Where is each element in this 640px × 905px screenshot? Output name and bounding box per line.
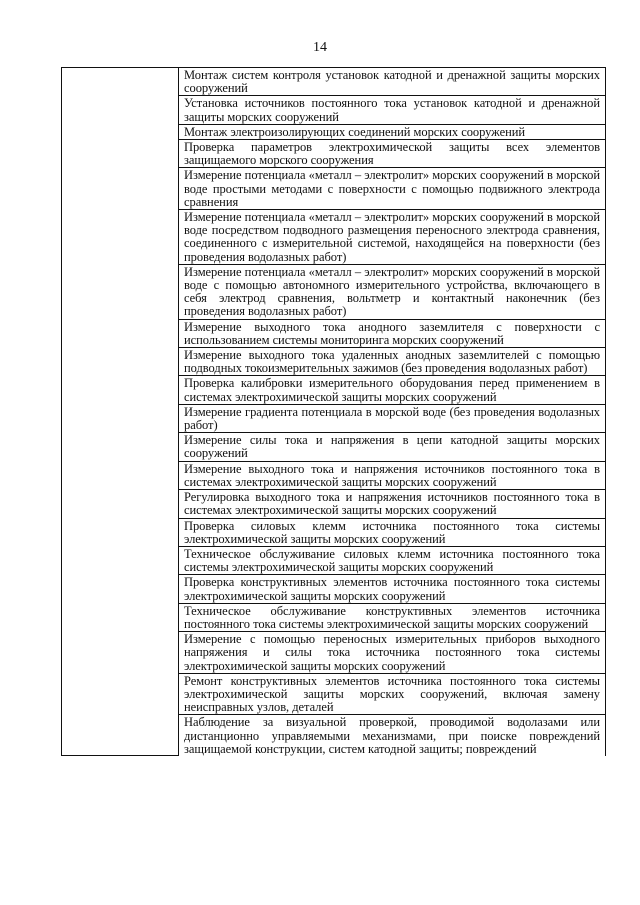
work-item-cell: Измерение выходного тока и напряжения источников постоянного тока в системах электрохимической защиты морских сооружений [179,461,606,489]
left-column-cell [62,68,179,756]
work-item-cell: Регулировка выходного тока и напряжения источников постоянного тока в системах электрохимической защиты морских сооружений [179,490,606,518]
work-item-cell: Проверка калибровки измерительного оборудования перед применением в системах электрохимической защиты морских сооружений [179,376,606,404]
work-item-cell: Техническое обслуживание силовых клемм источника постоянного тока системы электрохимической защиты морских сооружений [179,546,606,574]
work-item-cell: Техническое обслуживание конструктивных элементов источника постоянного тока системы электрохимической защиты морских сооружений [179,603,606,631]
work-item-cell: Установка источников постоянного тока установок катодной и дренажной защиты морских сооружений [179,96,606,124]
table-row [62,68,606,96]
work-item-cell: Проверка параметров электрохимической защиты всех элементов защищаемого морского сооружения [179,140,606,168]
work-item-cell: Измерение силы тока и напряжения в цепи катодной защиты морских сооружений [179,433,606,461]
work-item-cell: Измерение выходного тока анодного заземлителя с поверхности с использованием системы мониторинга морских сооружений [179,319,606,347]
page-number: 14 [313,40,327,55]
work-item-cell: Проверка конструктивных элементов источника постоянного тока системы электрохимической защиты морских сооружений [179,575,606,603]
labor-functions-table [61,67,606,756]
work-item-cell: Монтаж электроизолирующих соединений морских сооружений [179,124,606,139]
work-item-cell: Измерение градиента потенциала в морской воде (без проведения водолазных работ) [179,404,606,432]
work-item-cell: Измерение выходного тока удаленных анодных заземлителей с помощью подводных токоизмерительных зажимов (без проведения водолазных работ) [179,348,606,376]
work-item-cell: Измерение потенциала «металл – электролит» морских сооружений в морской воде простыми методами с поверхности с помощью подвижного электрода сравнения [179,168,606,210]
work-item-cell: Измерение с помощью переносных измерительных приборов выходного напряжения и силы тока источника постоянного тока системы электрохимической защиты морских сооружений [179,632,606,674]
work-item-cell: Проверка силовых клемм источника постоянного тока системы электрохимической защиты морских сооружений [179,518,606,546]
table-body [62,68,606,756]
work-item-cell: Измерение потенциала «металл – электролит» морских сооружений в морской воде с помощью автономного измерительного устройства, включающего в себя электрод сравнения, вольтметр и контактный наконечник (без проведения водолазных работ) [179,264,606,319]
work-item-cell: Монтаж систем контроля установок катодной и дренажной защиты морских сооружений [179,68,606,96]
work-item-cell: Ремонт конструктивных элементов источника постоянного тока системы электрохимической защиты морских сооружений, включая замену неисправных узлов, деталей [179,673,606,715]
work-item-cell: Наблюдение за визуальной проверкой, проводимой водолазами или дистанционно управляемыми механизмами, при поиске повреждений защищаемой конструкции, систем катодной защиты; повреждений [179,715,606,756]
work-item-cell: Измерение потенциала «металл – электролит» морских сооружений в морской воде посредством подводного размещения переносного электрода сравнения, соединенного с измерительной системой, находящейся на поверхности (без проведения водолазных работ) [179,210,606,265]
